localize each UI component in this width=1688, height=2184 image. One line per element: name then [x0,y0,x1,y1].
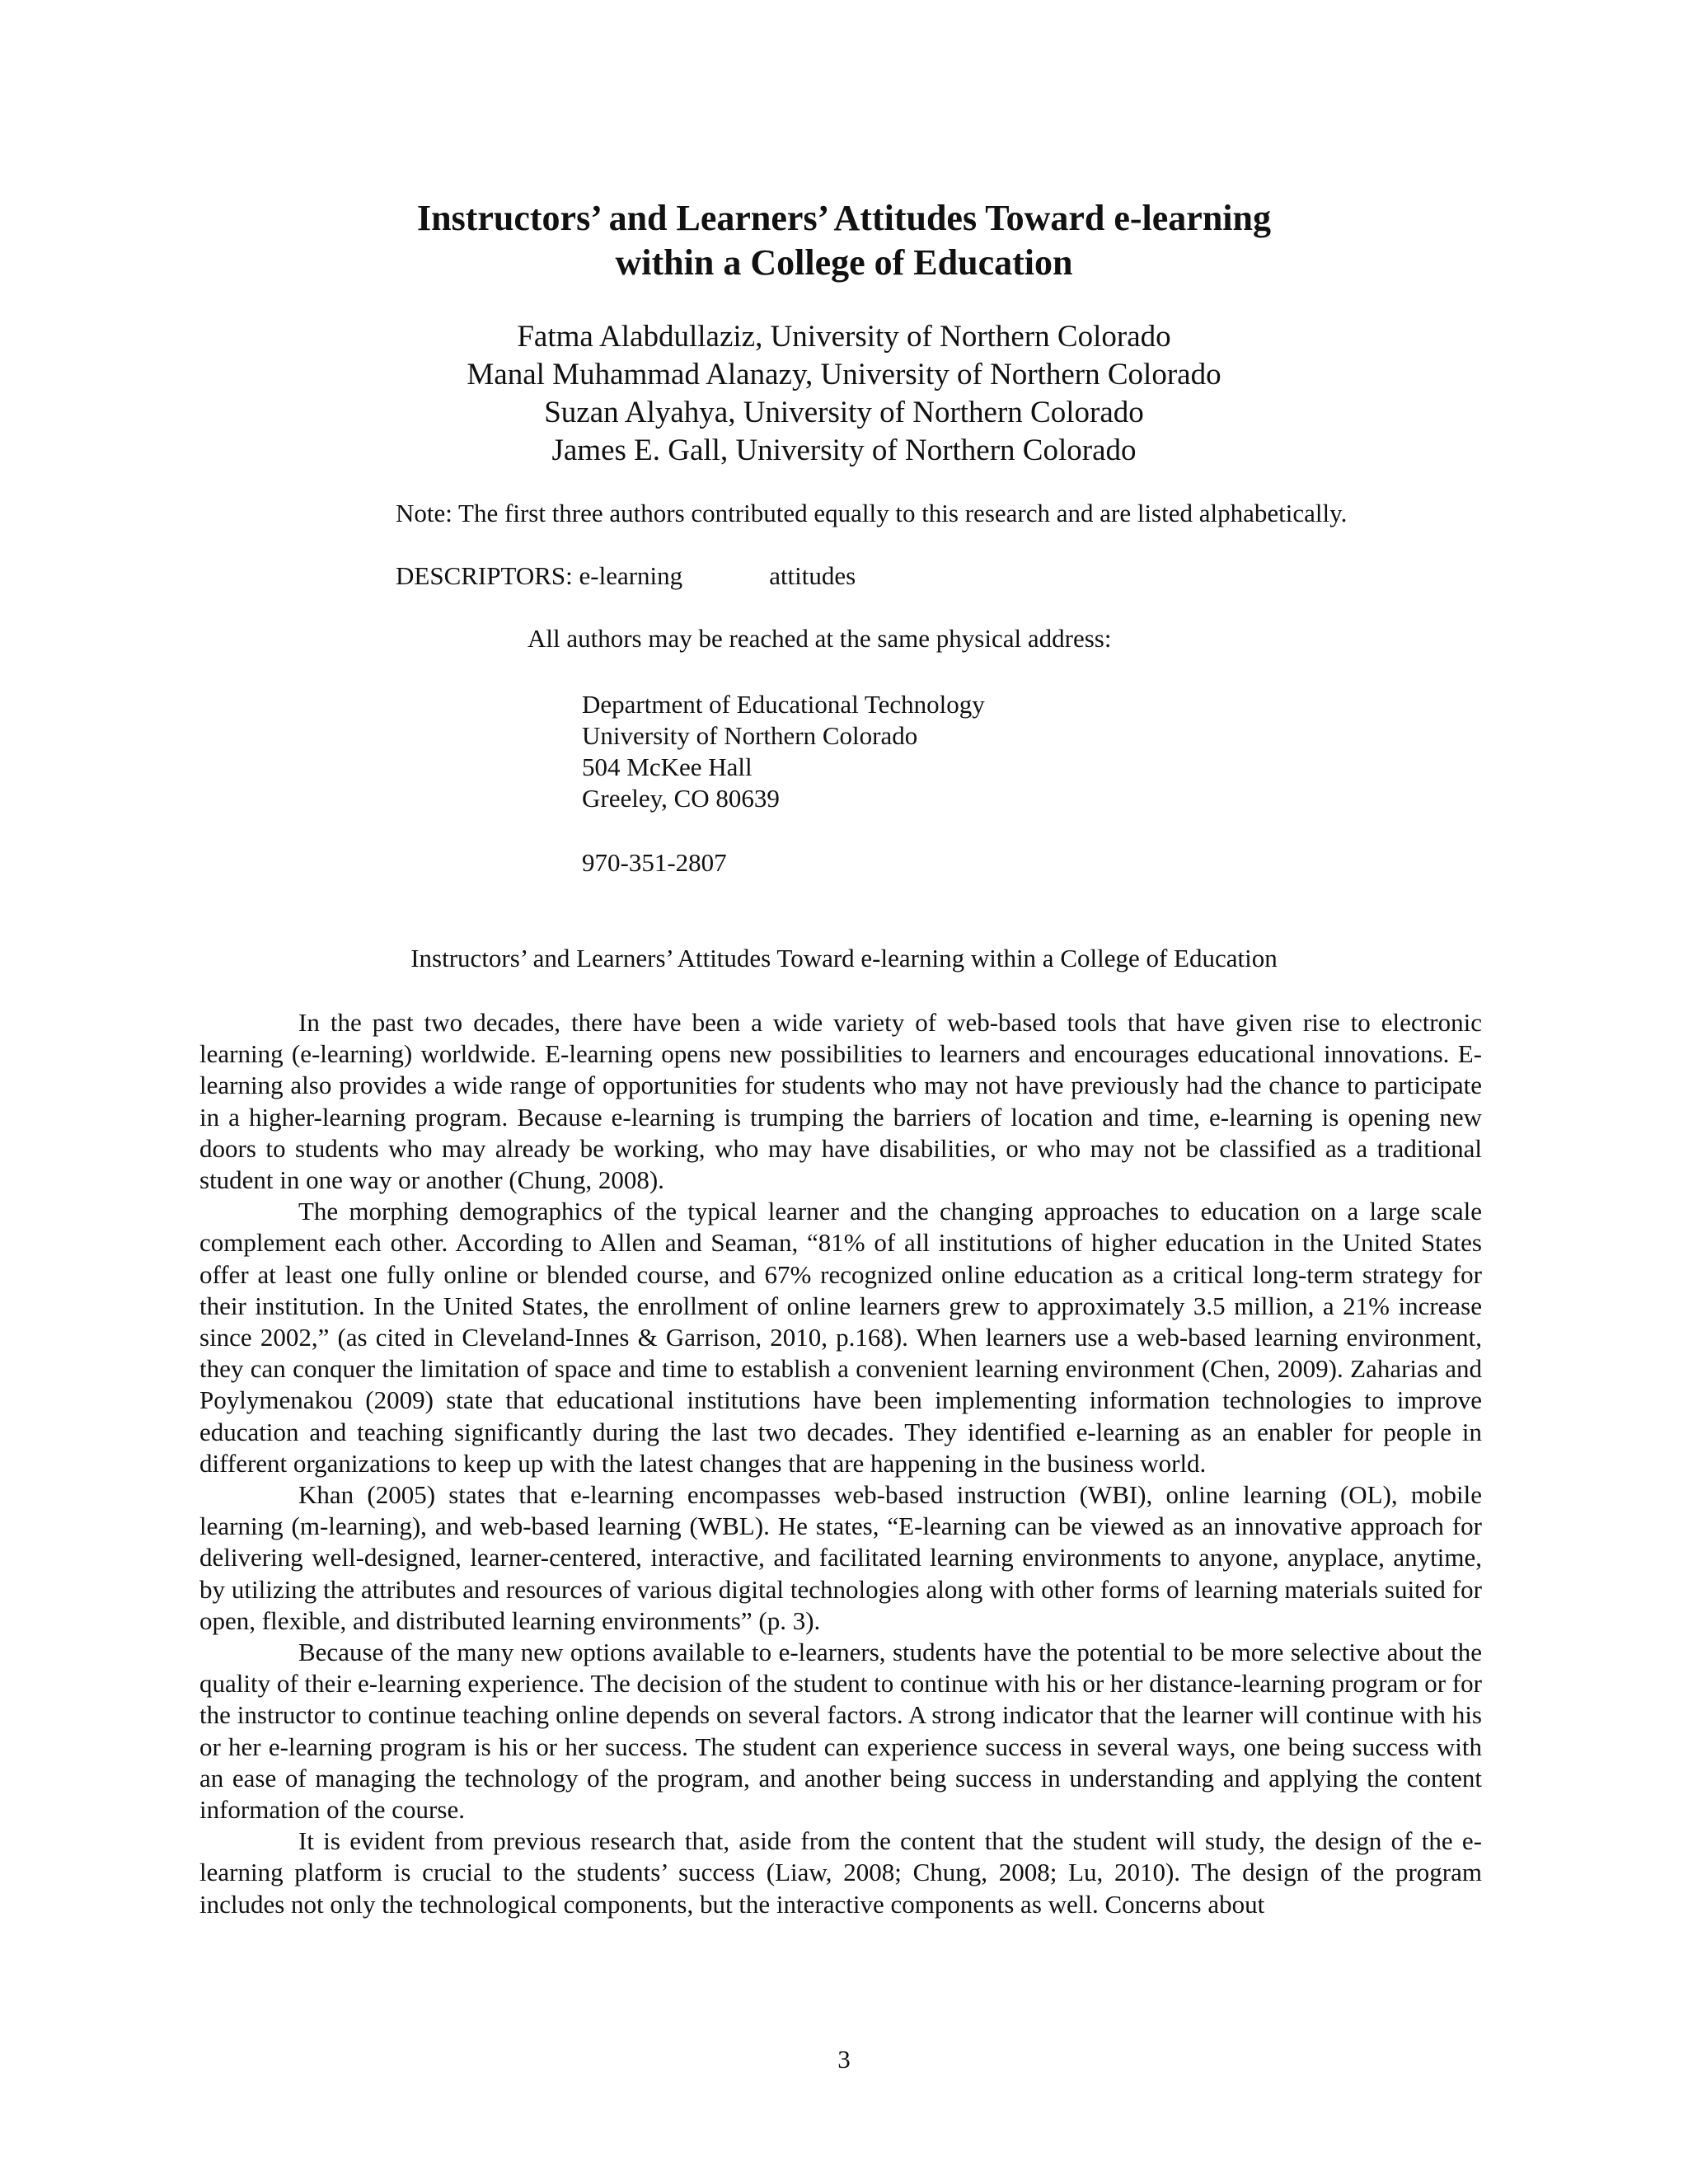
address-line-4: Greeley, CO 80639 [582,784,780,813]
descriptors-label: DESCRIPTORS: e-learning [396,561,683,590]
paper-title [0,196,1688,285]
body-text [199,1007,1482,1920]
author-4: James E. Gall, University of Northern Colorado [551,434,1137,467]
postal-address [582,689,985,814]
paragraph-5: It is evident from previous research that, aside from the content that the student will study, the design of the e-learning platform is crucial to the students’ success (Liaw, 2008; Chung, 2008; Lu, 2010). The design of the program includes not only the technological components, but the interactive components as well. Concerns about [199,1826,1482,1919]
contact-intro: All authors may be reached at the same physical address: [528,624,1112,653]
author-3: Suzan Alyahya, University of Northern Colorado [544,396,1144,429]
descriptors-second: attitudes [769,561,856,590]
author-2: Manal Muhammad Alanazy, University of Northern Colorado [467,358,1221,391]
title-line-1: Instructors’ and Learners’ Attitudes Toward e-learning [416,198,1272,238]
author-list [0,318,1688,470]
address-line-1: Department of Educational Technology [582,690,985,719]
title-line-2: within a College of Education [615,242,1073,283]
descriptors-line [396,560,856,592]
author-note: Note: The first three authors contributed equally to this research and are listed alphabetically. [396,499,1348,527]
paragraph-1: In the past two decades, there have been a wide variety of web-based tools that have given rise to electronic learning (e-learning) worldwide. E-learning opens new possibilities to learners and encourages educational innovations. E-learning also provides a wide range of opportunities for students who may not have previously had the chance to participate in a higher-learning program. Because e-learning is trumping the barriers of location and time, e-learning is opening new doors to students who may already be working, who may have disabilities, or who may not be classified as a traditional student in one way or another (Chung, 2008). [199,1008,1482,1195]
address-line-2: University of Northern Colorado [582,721,918,750]
paragraph-3: Khan (2005) states that e-learning encompasses web-based instruction (WBI), online learning (OL), mobile learning (m-learning), and web-based learning (WBL). He states, “E-learning can be viewed as an innovative approach for delivering well-designed, learner-centered, interactive, and facilitated learning environments to anyone, anyplace, anytime, by utilizing the attributes and resources of various digital technologies along with other forms of learning materials suited for open, flexible, and distributed learning environments” (p. 3). [199,1480,1482,1635]
page-number: 3 [837,2045,851,2074]
phone-number: 970-351-2807 [582,848,727,877]
address-line-3: 504 McKee Hall [582,752,753,781]
running-title: Instructors’ and Learners’ Attitudes Toward e-learning within a College of Education [410,944,1278,972]
author-1: Fatma Alabdullaziz, University of Northern Colorado [517,320,1171,354]
paragraph-4: Because of the many new options available to e-learners, students have the potential to be more selective about the quality of their e-learning experience. The decision of the student to continue with his or her distance-learning program or for the instructor to continue teaching online depends on several factors. A strong indicator that the learner will continue with his or her e-learning program is his or her success. The student can experience success in several ways, one being success with an ease of managing the technology of the program, and another being success in understanding and applying the content information of the course. [199,1638,1482,1825]
paragraph-2: The morphing demographics of the typical learner and the changing approaches to education on a large scale complement each other. According to Allen and Seaman, “81% of all institutions of higher education in the United States offer at least one fully online or blended course, and 67% recognized online education as a critical long-term strategy for their institution. In the United States, the enrollment of online learners grew to approximately 3.5 million, a 21% increase since 2002,” (as cited in Cleveland-Innes & Garrison, 2010, p.168). When learners use a web-based learning environment, they can conquer the limitation of space and time to establish a convenient learning environment (Chen, 2009). Zaharias and Poylymenakou (2009) state that educational institutions have been implementing information technologies to improve education and teaching significantly during the last two decades. They identified e-learning as an enabler for people in different organizations to keep up with the latest changes that are happening in the business world. [199,1197,1482,1478]
